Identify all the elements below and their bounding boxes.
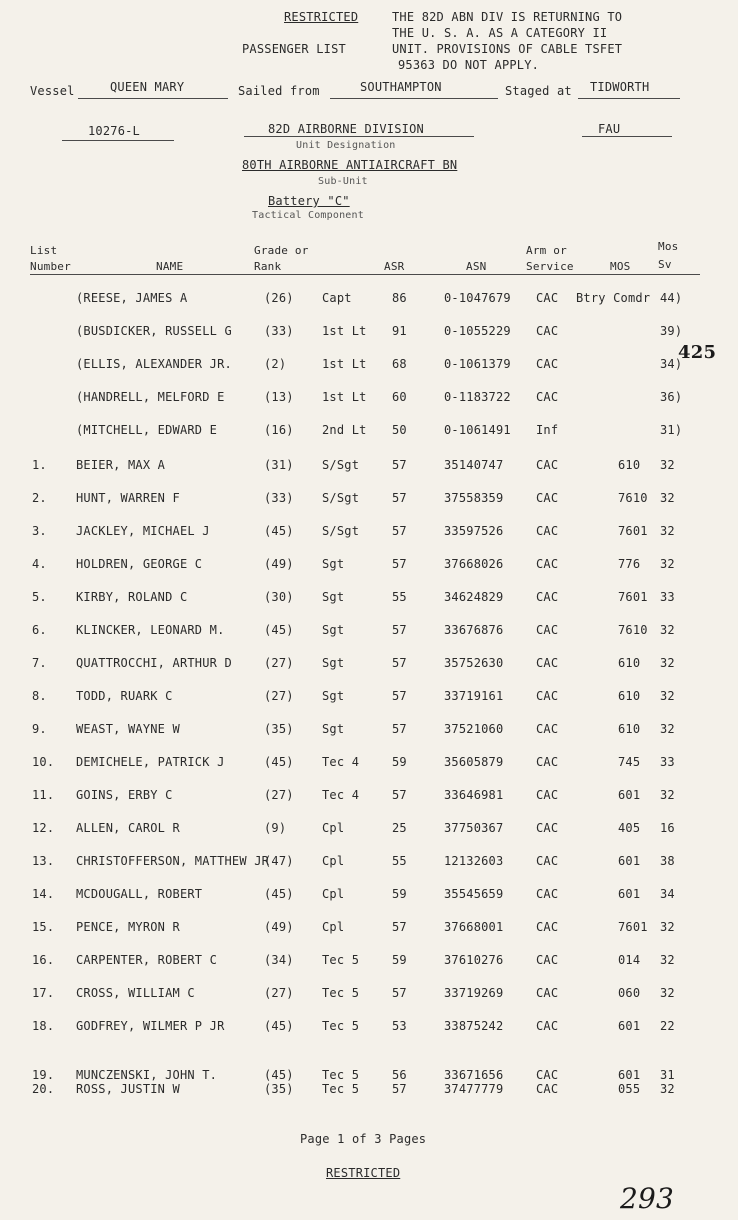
cell-arm: CAC (536, 390, 559, 404)
cell-pts: (47) (264, 854, 294, 868)
cell-sv: 31) (660, 423, 683, 437)
cell-grade: 1st Lt (322, 324, 367, 338)
cell-arm: CAC (536, 557, 559, 571)
cell-asr: 57 (392, 524, 407, 538)
cell-name: KLINCKER, LEONARD M. (76, 623, 225, 637)
cell-grade: 1st Lt (322, 390, 367, 404)
passenger-list-title: PASSENGER LIST (242, 42, 346, 56)
cell-asr: 57 (392, 722, 407, 736)
page-indicator: Page 1 of 3 Pages (300, 1132, 427, 1146)
cell-asn: 33646981 (444, 788, 504, 802)
cell-asn: 37558359 (444, 491, 504, 505)
cell-pts: (2) (264, 357, 287, 371)
cell-asr: 86 (392, 291, 407, 305)
cell-num: 4. (32, 557, 47, 571)
staged-value: TIDWORTH (590, 80, 650, 94)
cell-pts: (33) (264, 324, 294, 338)
notice-line-2: THE U. S. A. AS A CATEGORY II (392, 26, 608, 40)
cell-asn: 35752630 (444, 656, 504, 670)
stamp-425: 425 (678, 342, 717, 363)
col-arm: Arm or (526, 244, 567, 257)
cell-grade: Tec 5 (322, 986, 360, 1000)
cell-grade: 1st Lt (322, 357, 367, 371)
cell-mos: 601 (618, 887, 641, 901)
cell-name: TODD, RUARK C (76, 689, 173, 703)
cell-pts: (35) (264, 1082, 294, 1096)
tactical-component: Battery "C" (268, 194, 350, 208)
cell-mos: 601 (618, 854, 641, 868)
cell-arm: CAC (536, 854, 559, 868)
cell-name: CROSS, WILLIAM C (76, 986, 195, 1000)
cell-asn: 0-1055229 (444, 324, 511, 338)
sailed-label: Sailed from (238, 84, 320, 98)
sub-unit-label: Sub-Unit (318, 176, 368, 187)
cell-pts: (27) (264, 986, 294, 1000)
cell-arm: Inf (536, 423, 559, 437)
cell-arm: CAC (536, 755, 559, 769)
cell-asr: 57 (392, 557, 407, 571)
cell-asr: 53 (392, 1019, 407, 1033)
cell-grade: Tec 4 (322, 788, 360, 802)
cell-sv: 32 (660, 458, 675, 472)
cell-pts: (13) (264, 390, 294, 404)
cell-pts: (45) (264, 1068, 294, 1082)
cell-name: QUATTROCCHI, ARTHUR D (76, 656, 232, 670)
cell-sv: 32 (660, 920, 675, 934)
cell-asr: 57 (392, 1082, 407, 1096)
cell-name: JACKLEY, MICHAEL J (76, 524, 210, 538)
cell-pts: (27) (264, 656, 294, 670)
cell-grade: Sgt (322, 689, 345, 703)
cell-asr: 50 (392, 423, 407, 437)
cell-asr: 57 (392, 788, 407, 802)
col-mossv-1: Mos (658, 240, 679, 253)
cell-arm: CAC (536, 590, 559, 604)
cell-num: 7. (32, 656, 47, 670)
cell-asn: 33719161 (444, 689, 504, 703)
cell-num: 19. (32, 1068, 55, 1082)
cell-sv: 16 (660, 821, 675, 835)
cell-asr: 55 (392, 590, 407, 604)
cell-sv: 39) (660, 324, 683, 338)
cell-arm: CAC (536, 1019, 559, 1033)
cell-sv: 32 (660, 656, 675, 670)
cell-arm: CAC (536, 953, 559, 967)
notice-line-3: UNIT. PROVISIONS OF CABLE TSFET (392, 42, 623, 56)
cell-arm: CAC (536, 524, 559, 538)
cell-pts: (33) (264, 491, 294, 505)
cell-num: 16. (32, 953, 55, 967)
cell-asn: 0-1047679 (444, 291, 511, 305)
cell-asn: 35545659 (444, 887, 504, 901)
cell-name: GOINS, ERBY C (76, 788, 173, 802)
cell-grade: Sgt (322, 590, 345, 604)
cell-num: 5. (32, 590, 47, 604)
cell-grade: Tec 5 (322, 1068, 360, 1082)
cell-asn: 33597526 (444, 524, 504, 538)
cell-asn: 37668026 (444, 557, 504, 571)
cell-name: HOLDREN, GEORGE C (76, 557, 203, 571)
cell-name: (REESE, JAMES A (76, 291, 188, 305)
cell-num: 17. (32, 986, 55, 1000)
cell-sv: 34) (660, 357, 683, 371)
cell-asr: 91 (392, 324, 407, 338)
cell-num: 14. (32, 887, 55, 901)
cell-num: 20. (32, 1082, 55, 1096)
cell-asn: 33719269 (444, 986, 504, 1000)
cell-pts: (16) (264, 423, 294, 437)
cell-grade: Cpl (322, 920, 345, 934)
cell-asr: 59 (392, 887, 407, 901)
cell-grade: S/Sgt (322, 491, 360, 505)
cell-asr: 57 (392, 491, 407, 505)
cell-num: 13. (32, 854, 55, 868)
cell-sv: 31 (660, 1068, 675, 1082)
cell-sv: 32 (660, 788, 675, 802)
cell-grade: Cpl (322, 821, 345, 835)
cell-sv: 32 (660, 689, 675, 703)
cell-num: 2. (32, 491, 47, 505)
staged-label: Staged at (505, 84, 572, 98)
cell-asr: 59 (392, 953, 407, 967)
cell-asr: 55 (392, 854, 407, 868)
cell-sv: 36) (660, 390, 683, 404)
division-name: 82D AIRBORNE DIVISION (268, 122, 424, 136)
cell-num: 3. (32, 524, 47, 538)
cell-grade: Tec 4 (322, 755, 360, 769)
restricted-footer: RESTRICTED (326, 1166, 401, 1180)
cell-mos: 7601 (618, 590, 648, 604)
cell-sv: 22 (660, 1019, 675, 1033)
cell-pts: (49) (264, 557, 294, 571)
vessel-label: Vessel (30, 84, 75, 98)
cell-num: 18. (32, 1019, 55, 1033)
cell-asn: 37668001 (444, 920, 504, 934)
cell-arm: CAC (536, 1082, 559, 1096)
handwritten-page-number: 293 (620, 1182, 675, 1215)
cell-pts: (26) (264, 291, 294, 305)
sailed-value: SOUTHAMPTON (360, 80, 442, 94)
cell-pts: (31) (264, 458, 294, 472)
cell-grade: 2nd Lt (322, 423, 367, 437)
vessel-value: QUEEN MARY (110, 80, 185, 94)
sub-unit-name: 80TH AIRBORNE ANTIAIRCRAFT BN (242, 158, 458, 172)
cell-asn: 33676876 (444, 623, 504, 637)
cell-asr: 57 (392, 920, 407, 934)
cell-mos: 7601 (618, 524, 648, 538)
cell-arm: CAC (536, 788, 559, 802)
cell-num: 11. (32, 788, 55, 802)
cell-asn: 37750367 (444, 821, 504, 835)
cell-num: 12. (32, 821, 55, 835)
col-number: Number (30, 260, 71, 273)
cell-pts: (34) (264, 953, 294, 967)
cell-pts: (45) (264, 524, 294, 538)
cell-asr: 56 (392, 1068, 407, 1082)
unit-designation-label: Unit Designation (296, 140, 396, 151)
cell-arm: CAC (536, 1068, 559, 1082)
cell-mos: 610 (618, 656, 641, 670)
cell-asn: 33671656 (444, 1068, 504, 1082)
cell-grade: Cpl (322, 854, 345, 868)
cell-sv: 32 (660, 953, 675, 967)
cell-sv: 32 (660, 986, 675, 1000)
cell-pts: (9) (264, 821, 287, 835)
cell-grade: S/Sgt (322, 458, 360, 472)
cell-asr: 57 (392, 656, 407, 670)
cell-asn: 33875242 (444, 1019, 504, 1033)
cell-mos: 601 (618, 1068, 641, 1082)
cell-name: WEAST, WAYNE W (76, 722, 180, 736)
cell-grade: Cpl (322, 887, 345, 901)
cell-arm: CAC (536, 623, 559, 637)
cell-sv: 33 (660, 590, 675, 604)
cell-sv: 32 (660, 524, 675, 538)
cell-name: (HANDRELL, MELFORD E (76, 390, 225, 404)
cell-name: MUNCZENSKI, JOHN T. (76, 1068, 218, 1082)
cell-asn: 37610276 (444, 953, 504, 967)
cell-mos: Btry Comdr (576, 291, 651, 305)
cell-asn: 0-1061379 (444, 357, 511, 371)
cell-arm: CAC (536, 887, 559, 901)
cell-mos: 776 (618, 557, 641, 571)
cell-pts: (45) (264, 623, 294, 637)
cell-sv: 32 (660, 623, 675, 637)
restricted-header: RESTRICTED (284, 10, 359, 24)
notice-line-1: THE 82D ABN DIV IS RETURNING TO (392, 10, 623, 24)
col-asn: ASN (466, 260, 487, 273)
cell-sv: 32 (660, 557, 675, 571)
cell-grade: Tec 5 (322, 1019, 360, 1033)
cell-arm: CAC (536, 491, 559, 505)
unit-code: 10276-L (88, 124, 140, 138)
col-mos: MOS (610, 260, 631, 273)
cell-name: MCDOUGALL, ROBERT (76, 887, 203, 901)
cell-pts: (30) (264, 590, 294, 604)
cell-num: 6. (32, 623, 47, 637)
cell-arm: CAC (536, 458, 559, 472)
cell-arm: CAC (536, 291, 559, 305)
cell-asr: 57 (392, 458, 407, 472)
cell-arm: CAC (536, 656, 559, 670)
cell-name: (ELLIS, ALEXANDER JR. (76, 357, 232, 371)
cell-asn: 35605879 (444, 755, 504, 769)
cell-pts: (27) (264, 689, 294, 703)
cell-num: 15. (32, 920, 55, 934)
cell-asn: 12132603 (444, 854, 504, 868)
cell-asr: 60 (392, 390, 407, 404)
cell-asn: 34624829 (444, 590, 504, 604)
cell-pts: (35) (264, 722, 294, 736)
cell-grade: S/Sgt (322, 524, 360, 538)
cell-name: ALLEN, CAROL R (76, 821, 180, 835)
cell-name: (MITCHELL, EDWARD E (76, 423, 218, 437)
cell-sv: 32 (660, 491, 675, 505)
cell-num: 1. (32, 458, 47, 472)
cell-grade: Sgt (322, 623, 345, 637)
cell-arm: CAC (536, 920, 559, 934)
cell-name: GODFREY, WILMER P JR (76, 1019, 225, 1033)
cell-sv: 32 (660, 722, 675, 736)
col-list: List (30, 244, 58, 257)
cell-asr: 25 (392, 821, 407, 835)
col-grade: Grade or (254, 244, 309, 257)
cell-name: KIRBY, ROLAND C (76, 590, 188, 604)
cell-asr: 68 (392, 357, 407, 371)
cell-grade: Tec 5 (322, 953, 360, 967)
cell-sv: 44) (660, 291, 683, 305)
col-mossv-2: Sv (658, 258, 672, 271)
cell-num: 9. (32, 722, 47, 736)
cell-name: DEMICHELE, PATRICK J (76, 755, 225, 769)
cell-mos: 055 (618, 1082, 641, 1096)
cell-pts: (45) (264, 887, 294, 901)
cell-name: CHRISTOFFERSON, MATTHEW JR (76, 854, 270, 868)
cell-mos: 745 (618, 755, 641, 769)
cell-num: 8. (32, 689, 47, 703)
cell-mos: 610 (618, 689, 641, 703)
cell-mos: 610 (618, 722, 641, 736)
col-name: NAME (156, 260, 184, 273)
cell-asr: 57 (392, 689, 407, 703)
cell-asn: 37477779 (444, 1082, 504, 1096)
cell-mos: 060 (618, 986, 641, 1000)
notice-line-4: 95363 DO NOT APPLY. (398, 58, 540, 72)
cell-sv: 34 (660, 887, 675, 901)
cell-name: HUNT, WARREN F (76, 491, 180, 505)
cell-mos: 601 (618, 1019, 641, 1033)
cell-name: BEIER, MAX A (76, 458, 166, 472)
cell-asn: 0-1183722 (444, 390, 511, 404)
col-rank: Rank (254, 260, 282, 273)
cell-asn: 0-1061491 (444, 423, 511, 437)
cell-mos: 405 (618, 821, 641, 835)
tactical-label: Tactical Component (252, 210, 364, 221)
col-service: Service (526, 260, 574, 273)
cell-asr: 57 (392, 623, 407, 637)
cell-asn: 37521060 (444, 722, 504, 736)
cell-sv: 38 (660, 854, 675, 868)
cell-mos: 014 (618, 953, 641, 967)
cell-mos: 7610 (618, 623, 648, 637)
cell-sv: 32 (660, 1082, 675, 1096)
cell-pts: (49) (264, 920, 294, 934)
cell-sv: 33 (660, 755, 675, 769)
cell-arm: CAC (536, 986, 559, 1000)
cell-grade: Sgt (322, 656, 345, 670)
cell-grade: Sgt (322, 722, 345, 736)
cell-num: 10. (32, 755, 55, 769)
cell-grade: Sgt (322, 557, 345, 571)
fau-code: FAU (598, 122, 621, 136)
cell-mos: 7601 (618, 920, 648, 934)
cell-grade: Tec 5 (322, 1082, 360, 1096)
col-asr: ASR (384, 260, 405, 273)
cell-pts: (45) (264, 755, 294, 769)
cell-name: PENCE, MYRON R (76, 920, 180, 934)
cell-name: (BUSDICKER, RUSSELL G (76, 324, 232, 338)
cell-arm: CAC (536, 357, 559, 371)
cell-mos: 7610 (618, 491, 648, 505)
cell-pts: (27) (264, 788, 294, 802)
cell-name: CARPENTER, ROBERT C (76, 953, 218, 967)
cell-mos: 610 (618, 458, 641, 472)
cell-asr: 57 (392, 986, 407, 1000)
cell-arm: CAC (536, 722, 559, 736)
cell-asr: 59 (392, 755, 407, 769)
cell-grade: Capt (322, 291, 352, 305)
cell-pts: (45) (264, 1019, 294, 1033)
cell-mos: 601 (618, 788, 641, 802)
cell-arm: CAC (536, 821, 559, 835)
cell-asn: 35140747 (444, 458, 504, 472)
cell-name: ROSS, JUSTIN W (76, 1082, 180, 1096)
cell-arm: CAC (536, 689, 559, 703)
cell-arm: CAC (536, 324, 559, 338)
